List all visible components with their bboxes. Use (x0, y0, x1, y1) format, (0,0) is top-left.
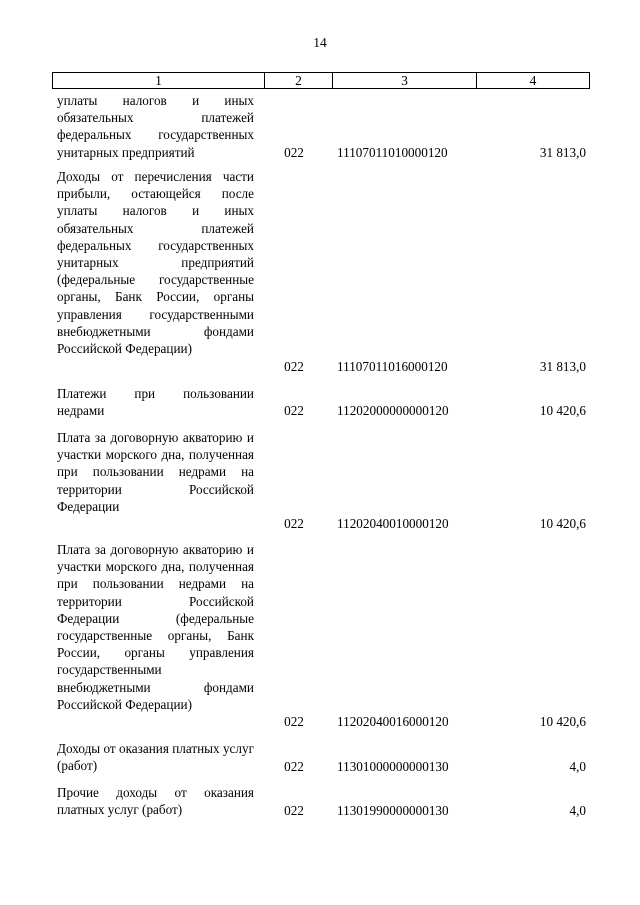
row-name: Платежи при пользовании недрами (57, 386, 254, 419)
row-sum: 31 813,0 (539, 359, 586, 374)
row-sum: 10 420,6 (539, 714, 586, 729)
row-kbk: 11202040016000120 (337, 714, 449, 729)
row-sum: 31 813,0 (539, 145, 586, 160)
row-name: Плата за договорную акваторию и участки морского дна, полученная при пользовании недрами на территории Российской Федерации (федеральные государственные органы, Банк России, органы управления государственными внебюджетными фондами Российской Федерации) (57, 542, 254, 712)
row-name: Плата за договорную акваторию и участки морского дна, полученная при пользовании недрами на территории Российской Федерации (57, 430, 254, 514)
row-kbk: 11107011016000120 (337, 359, 448, 374)
row-code: 022 (284, 403, 304, 418)
table-header (52, 72, 590, 89)
row-code: 022 (284, 359, 304, 374)
row-code: 022 (284, 759, 304, 774)
row-name: Прочие доходы от оказания платных услуг (работ) (57, 785, 254, 818)
row-kbk: 11301000000000130 (337, 759, 449, 774)
row-sum: 4,0 (569, 803, 586, 818)
row-kbk: 11301990000000130 (337, 803, 449, 818)
row-name: Доходы от перечисления части прибыли, остающейся после уплаты налогов и иных обязательных платежей федеральных государственных унитарных предприятий (федеральные государственные органы, Банк России, органы управления государственными внебюджетными фондами Российской Федерации) (57, 169, 254, 357)
row-kbk: 11107011010000120 (337, 145, 448, 160)
row-sum: 4,0 (569, 759, 586, 774)
row-kbk: 11202000000000120 (337, 403, 449, 418)
row-sum: 10 420,6 (539, 516, 586, 531)
row-code: 022 (284, 516, 304, 531)
page-number: 14 (313, 35, 327, 50)
row-name: уплаты налогов и иных обязательных платежей федеральных государственных унитарных предприятий (57, 93, 254, 160)
row-code: 022 (284, 803, 304, 818)
row-name: Доходы от оказания платных услуг (работ) (57, 741, 254, 774)
column-header-3: 3 (333, 73, 477, 88)
row-code: 022 (284, 714, 304, 729)
row-code: 022 (284, 145, 304, 160)
column-header-2: 2 (265, 73, 333, 88)
column-header-4: 4 (529, 73, 537, 88)
column-header-1: 1 (53, 73, 265, 88)
row-kbk: 11202040010000120 (337, 516, 449, 531)
row-sum: 10 420,6 (539, 403, 586, 418)
